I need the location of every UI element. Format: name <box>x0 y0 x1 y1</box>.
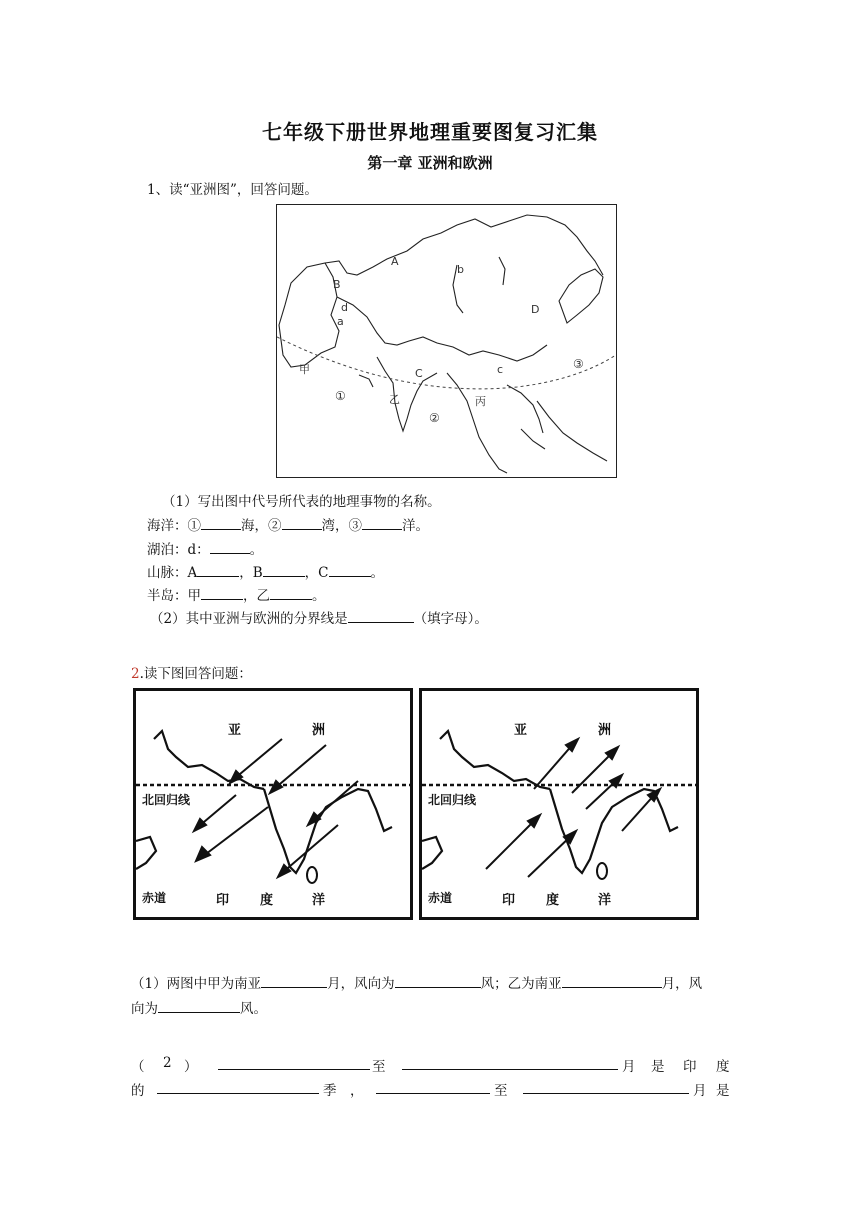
panel-yi-tropic: 北回归线 <box>428 793 477 807</box>
blank-season-1[interactable] <box>157 1080 319 1094</box>
mountain-b-text: ，B <box>239 565 263 581</box>
panel-yi-asia-1: 亚 <box>514 723 528 738</box>
panel-jia-equator: 赤道 <box>142 891 167 905</box>
map-label-d: d <box>341 301 348 314</box>
blank-lake[interactable] <box>210 540 250 554</box>
monsoon-panel-jia <box>133 688 413 920</box>
blank-end-month-1[interactable] <box>402 1056 618 1070</box>
q2-sub2-india-1: 印 <box>683 1059 697 1075</box>
q2-sub2-month: 月 <box>622 1059 636 1075</box>
q2-sub1-text-c: 风；乙为南亚 <box>480 976 562 992</box>
mountain-c-text: ，C <box>304 565 329 581</box>
blank-ocean-1[interactable] <box>201 516 241 530</box>
q2-prompt-text: .读下图回答问题： <box>139 666 252 682</box>
blank-jia-month[interactable] <box>261 974 327 988</box>
map-label-yi: 乙 <box>389 393 400 406</box>
panel-yi-ind-3: 洋 <box>598 893 612 908</box>
panel-jia-tropic: 北回归线 <box>142 793 191 807</box>
sub2-text-a: （2）其中亚洲与欧洲的分界线是 <box>150 611 348 627</box>
blank-start-month-2[interactable] <box>376 1080 490 1094</box>
lake-label: 湖泊：d： <box>147 542 210 558</box>
q2-sub2-is: 是 <box>651 1059 665 1075</box>
blank-mountain-b[interactable] <box>263 563 305 577</box>
asia-map-outline <box>277 205 616 477</box>
q1-prompt: 1、读“亚洲图”，回答问题。 <box>147 182 318 198</box>
blank-jia-wind[interactable] <box>395 974 481 988</box>
panel-jia-ind-3: 洋 <box>312 893 326 908</box>
map-label-D: D <box>531 303 540 316</box>
ocean-end-text: 洋。 <box>402 518 429 534</box>
blank-peninsula-jia[interactable] <box>201 586 243 600</box>
q2-sub1-line2 <box>131 997 267 1017</box>
chapter-heading: 第一章 亚洲和欧洲 <box>367 154 493 172</box>
panel-jia-ind-2: 度 <box>260 893 274 908</box>
blank-mountain-c[interactable] <box>329 563 371 577</box>
panel-yi-equator: 赤道 <box>428 891 453 905</box>
page-title: 七年级下册世界地理重要图复习汇集 <box>262 120 598 144</box>
q2-sub1-text-b: 月，风向为 <box>327 976 395 992</box>
q1-mountain-line <box>147 561 384 581</box>
ocean-label: 海洋：① <box>147 518 201 534</box>
panel-yi-ind-1: 印 <box>502 893 516 908</box>
q2-sub2-open: （ <box>131 1059 145 1075</box>
map-label-a: a <box>337 315 344 328</box>
q1-ocean-line <box>147 514 429 534</box>
q2-sub1-text-f: 风。 <box>240 1001 267 1017</box>
blank-mountain-a[interactable] <box>197 563 239 577</box>
monsoon-panel-yi <box>419 688 699 920</box>
q1-sub2 <box>150 607 488 627</box>
q2-sub2-india-2: 度 <box>716 1059 730 1075</box>
q2-sub2-comma: ， <box>350 1083 364 1099</box>
blank-yi-month[interactable] <box>562 974 662 988</box>
peninsula-end-text: 。 <box>312 588 326 604</box>
map-label-ocean-3: ③ <box>573 357 584 371</box>
q2-sub2-month-2: 月 <box>693 1083 707 1099</box>
q2-number: 2 <box>131 666 140 682</box>
sub2-text-b: （填字母）。 <box>413 611 488 627</box>
asia-map <box>276 204 617 478</box>
q2-prompt <box>131 662 252 682</box>
map-label-B: B <box>333 278 341 291</box>
lake-end-text: 。 <box>249 542 264 558</box>
q2-sub1-text-a: （1）两图中甲为南亚 <box>131 976 262 992</box>
map-label-c: c <box>497 363 504 376</box>
mountain-end-text: 。 <box>370 565 385 581</box>
ocean-bay-text: 湾，③ <box>321 518 362 534</box>
map-label-ocean-1: ① <box>335 389 346 403</box>
q1-lake-line <box>147 538 263 558</box>
map-label-jia: 甲 <box>299 363 310 376</box>
ocean-sea-text: 海，② <box>241 518 282 534</box>
panel-jia-asia-1: 亚 <box>228 723 242 738</box>
blank-ocean-3[interactable] <box>362 516 402 530</box>
q2-sub2-close: ） <box>184 1059 198 1075</box>
panel-yi-ind-2: 度 <box>546 893 560 908</box>
blank-peninsula-yi[interactable] <box>270 586 312 600</box>
panel-yi-asia-2: 洲 <box>598 723 612 738</box>
map-label-ocean-2: ② <box>429 411 440 425</box>
q2-sub2-of: 的 <box>131 1083 145 1099</box>
map-label-bing: 丙 <box>475 395 486 408</box>
q2-sub2-season: 季 <box>323 1083 337 1099</box>
mountain-label: 山脉：A <box>147 565 198 581</box>
q1-peninsula-line <box>147 584 326 604</box>
q2-sub2-is-2: 是 <box>716 1083 730 1099</box>
q2-sub1-text-e: 向为 <box>131 1001 158 1017</box>
map-label-C: C <box>415 367 423 380</box>
panel-jia-asia-2: 洲 <box>312 723 326 738</box>
blank-start-month-1[interactable] <box>218 1056 370 1070</box>
map-label-b: b <box>457 263 464 276</box>
q2-sub2-num: 2 <box>163 1055 172 1071</box>
q1-sub1: （1）写出图中代号所代表的地理事物的名称。 <box>162 494 441 510</box>
blank-boundary[interactable] <box>348 609 414 623</box>
blank-ocean-2[interactable] <box>282 516 322 530</box>
blank-yi-wind[interactable] <box>158 999 240 1013</box>
q2-sub1-text-d: 月，风 <box>661 976 703 992</box>
map-label-A: A <box>391 255 399 268</box>
panel-jia-ind-1: 印 <box>216 893 230 908</box>
peninsula-label: 半岛：甲 <box>147 588 201 604</box>
q2-sub1-line1 <box>131 972 702 992</box>
q2-sub2-to: 至 <box>372 1059 386 1075</box>
q2-sub2-to-2: 至 <box>494 1083 508 1099</box>
peninsula-yi-text: ，乙 <box>243 588 270 604</box>
blank-end-month-2[interactable] <box>523 1080 689 1094</box>
